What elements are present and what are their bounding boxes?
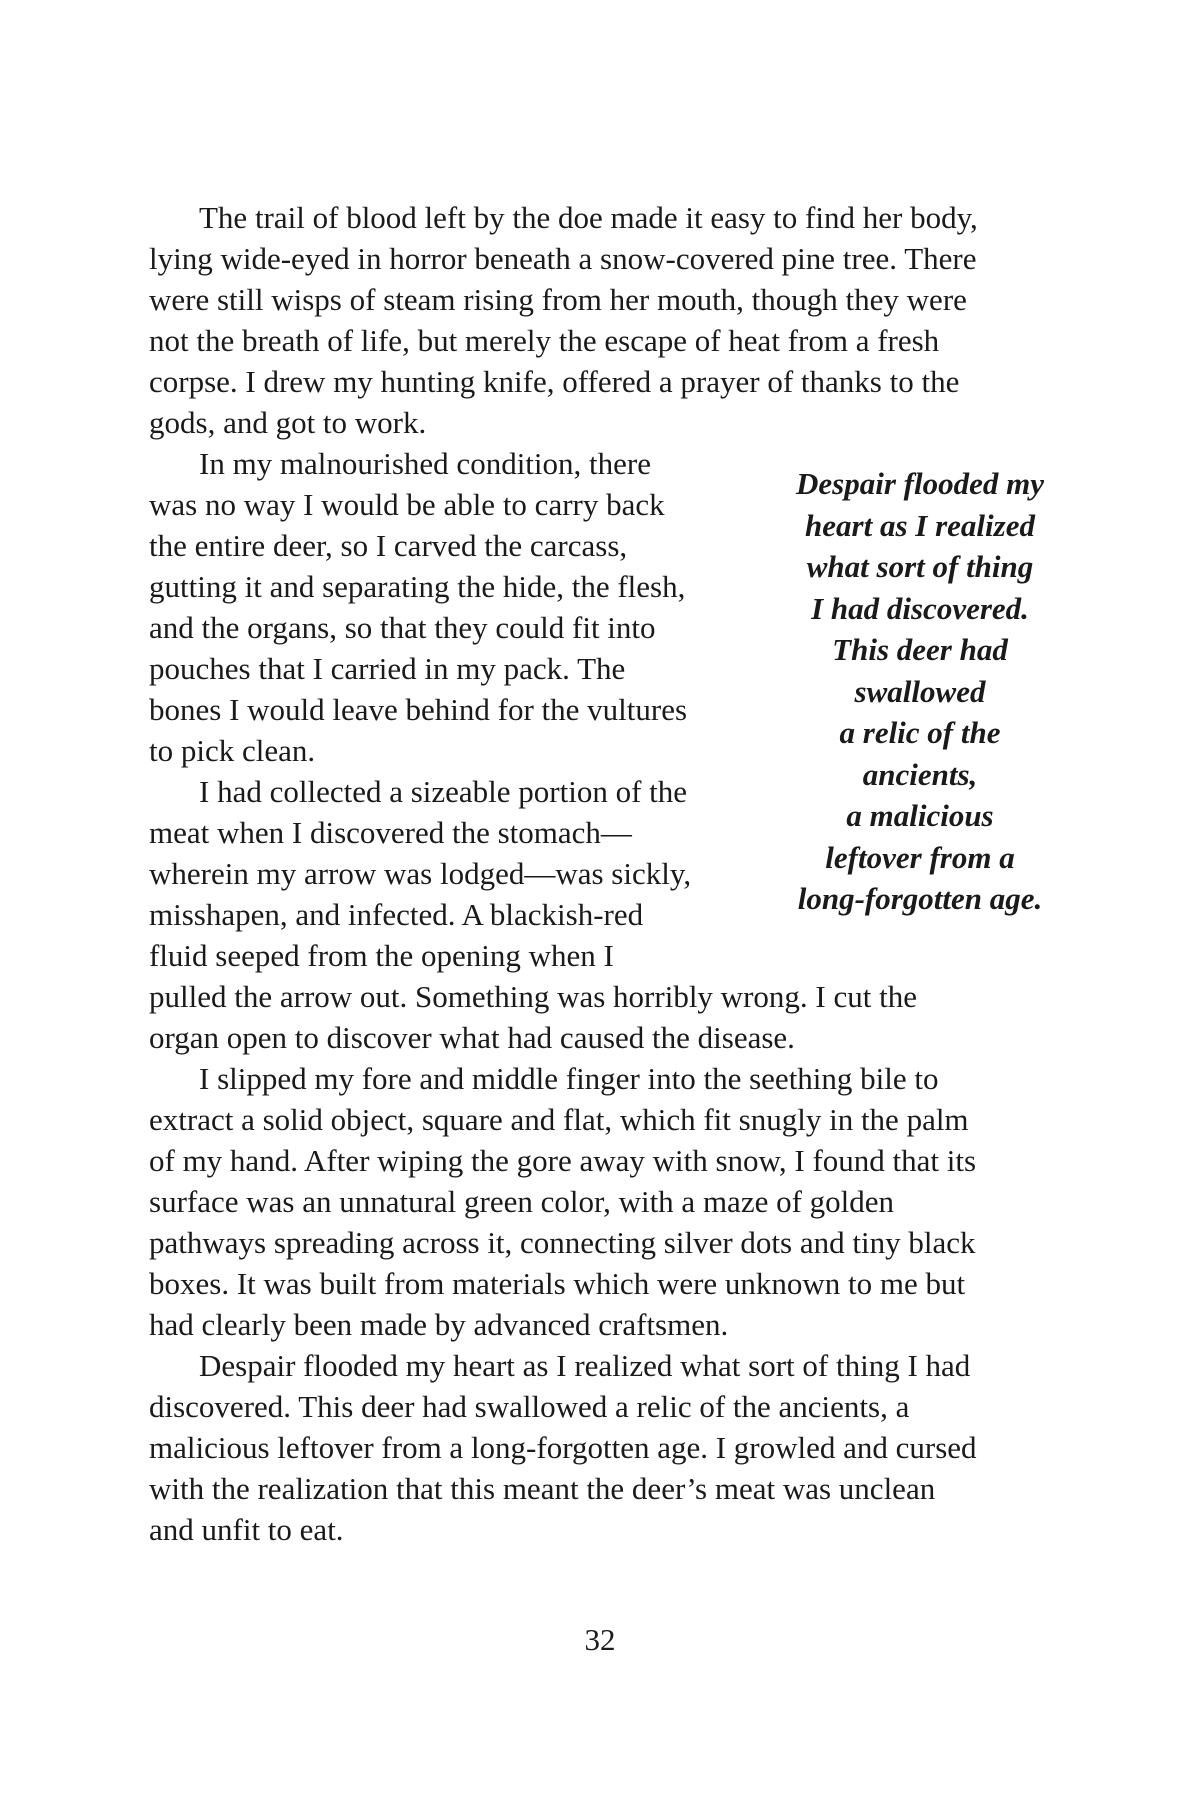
- body-text-line: not the breath of life, but merely the escape of heat from a fresh: [149, 323, 940, 358]
- body-text-line: the entire deer, so I carved the carcass,: [149, 528, 628, 563]
- pull-quote-line: leftover from a: [825, 839, 1015, 875]
- body-text-line: misshapen, and infected. A blackish-red: [149, 897, 644, 932]
- body-text-line: fluid seeped from the opening when I: [149, 938, 614, 973]
- body-text-line: gods, and got to work.: [149, 405, 427, 440]
- body-text-line: had clearly been made by advanced craftsmen.: [149, 1307, 729, 1342]
- page-number: 32: [584, 1622, 616, 1657]
- body-text-line: were still wisps of steam rising from her mouth, though they were: [149, 282, 967, 317]
- body-text-line: pathways spreading across it, connecting silver dots and tiny black: [149, 1225, 976, 1260]
- body-text-line: corpse. I drew my hunting knife, offered a prayer of thanks to the: [149, 364, 960, 399]
- pull-quote: [760, 463, 1080, 920]
- pull-quote-line: long-forgotten age.: [797, 881, 1043, 916]
- pull-quote-line: a relic of the: [839, 715, 1001, 750]
- body-text-line: Despair flooded my heart as I realized what sort of thing I had: [199, 1348, 971, 1383]
- body-text-line: to pick clean.: [149, 733, 316, 768]
- body-text-line: of my hand. After wiping the gore away with snow, I found that its: [149, 1143, 977, 1178]
- body-text-line: The trail of blood left by the doe made it easy to find her body,: [199, 200, 978, 235]
- pull-quote-line: ancients,: [862, 756, 978, 792]
- body-text-line: with the realization that this meant the deer’s meat was unclean: [149, 1471, 936, 1506]
- body-text-line: gutting it and separating the hide, the flesh,: [149, 569, 686, 604]
- body-text-line: and the organs, so that they could fit into: [149, 610, 656, 645]
- body-text-line: extract a solid object, square and flat, which fit snugly in the palm: [149, 1102, 969, 1137]
- body-text-line: malicious leftover from a long-forgotten age. I growled and cursed: [149, 1430, 977, 1465]
- body-text-line: discovered. This deer had swallowed a relic of the ancients, a: [149, 1389, 910, 1424]
- body-text-line: I slipped my fore and middle finger into the seething bile to: [199, 1061, 939, 1096]
- body-text-line: meat when I discovered the stomach—: [149, 815, 632, 850]
- body-text-line: lying wide-eyed in horror beneath a snow-covered pine tree. There: [149, 241, 977, 276]
- pull-quote-line: heart as I realized: [805, 507, 1035, 543]
- pull-quote-line: what sort of thing: [806, 549, 1034, 584]
- body-text-line: wherein my arrow was lodged—was sickly,: [149, 856, 692, 891]
- body-text-line: and unfit to eat.: [149, 1512, 344, 1547]
- pull-quote-line: a malicious: [846, 798, 994, 833]
- body-text-line: bones I would leave behind for the vultures: [149, 692, 688, 727]
- body-text-line: boxes. It was built from materials which were unknown to me but: [149, 1266, 966, 1301]
- pull-quote-line: Despair flooded my: [796, 466, 1044, 501]
- body-text-line: was no way I would be able to carry back: [149, 487, 665, 522]
- body-text-line: surface was an unnatural green color, with a maze of golden: [149, 1184, 895, 1219]
- body-text-line: organ open to discover what had caused the disease.: [149, 1020, 795, 1055]
- pull-quote-line: I had discovered.: [811, 590, 1029, 626]
- body-text-line: In my malnourished condition, there: [199, 446, 651, 481]
- body-text-line: pouches that I carried in my pack. The: [149, 651, 626, 686]
- body-text-line: I had collected a sizeable portion of the: [199, 774, 688, 809]
- pull-quote-line: This deer had: [832, 632, 1008, 667]
- body-text-line: pulled the arrow out. Something was horribly wrong. I cut the: [149, 979, 917, 1014]
- pull-quote-line: swallowed: [854, 673, 986, 709]
